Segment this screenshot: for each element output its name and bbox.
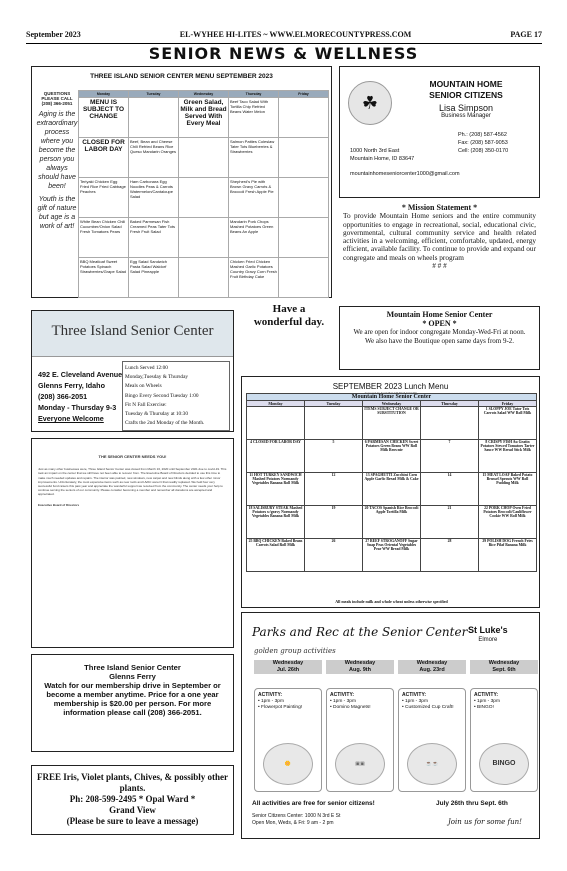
activity-card	[398, 688, 466, 792]
lunch-cell: 15 MEAT LOAF Baked Potato Brussel Sprouts WW Roll Pudding Milk	[479, 473, 537, 506]
activity-card	[326, 688, 394, 792]
tisc-banner: Three Island Senior Center	[32, 311, 233, 357]
day-name: Wednesday	[416, 660, 448, 666]
mission-end: # # #	[432, 261, 447, 271]
tisc-hours: Monday - Thursday 9-3	[38, 403, 117, 412]
menu-cell: BBQ Meatloaf Sweet Potatoes Spinach Strawberries/Grape Salad	[79, 258, 129, 298]
lunch-cell	[421, 407, 479, 440]
three-island-info	[31, 310, 234, 432]
activity-name: • BINGO!	[474, 705, 494, 710]
mh-title-1: MOUNTAIN HOME	[429, 79, 503, 89]
menu-cell	[179, 258, 229, 298]
activity-label: ACTIVITY:	[258, 692, 283, 698]
lunch-cell: 8 CRISPY FISH Au Gratin Potatoes Stewed Tomatoes Tarter Sauce WW Bread Stick Milk	[479, 440, 537, 473]
activity-label: ACTIVITY:	[474, 692, 499, 698]
seniors-logo-icon: ☘	[348, 81, 392, 125]
menu-cell: White Bean Chicken Chili Cucumber/Onion Salad Fresh Tomatoes Pears	[79, 218, 129, 258]
mountain-home-card	[339, 66, 540, 198]
lunch-calendar	[246, 393, 537, 572]
menu-cell	[279, 178, 329, 218]
menu-cell	[279, 258, 329, 298]
activity-label: ACTIVITY:	[330, 692, 355, 698]
menu-cell: MENU IS SUBJECT TO CHANGE	[79, 98, 129, 138]
header-page: PAGE 17	[510, 30, 542, 39]
lunch-day: Friday	[479, 401, 537, 407]
mh-fax: Fax: (208) 587-9053	[458, 140, 508, 146]
iris-line-3: Grand View	[109, 805, 156, 815]
parks-address	[252, 813, 340, 827]
tisc-contact	[38, 369, 122, 424]
menu-cell	[179, 218, 229, 258]
lunch-menu	[241, 376, 540, 608]
st-lukes-name: St Luke's	[468, 625, 508, 635]
activities-date-range: July 26th thru Sept. 6th	[436, 800, 508, 807]
lunch-day: Tuesday	[305, 401, 363, 407]
letter-title: THE SENIOR CENTER NEEDS YOU!	[98, 454, 167, 459]
lunch-cell: 26	[305, 539, 363, 572]
mh-address-1: 1000 North 3rd East	[350, 148, 400, 154]
mh-contact-role: Business Manager	[441, 113, 491, 119]
activity-time: • 1pm - 3pm	[330, 699, 356, 704]
membership-line-1: Three Island Senior Center	[84, 663, 181, 672]
membership-notice	[31, 654, 234, 752]
menu-cell	[279, 218, 329, 258]
day-date: Aug. 9th	[349, 666, 371, 673]
activity-name: • Domino Magnets!	[330, 705, 371, 710]
lunch-cell: ITEMS SUBJECT CHANGE OR SUBSTITUTION	[363, 407, 421, 440]
menu-cell: Chicken Fried Chicken Mashed Garlic Potatoes Country Gravy Corn Fresh Fruit Birthday Cake	[229, 258, 279, 298]
day-header: Monday	[79, 91, 129, 98]
page-header	[26, 30, 542, 44]
mission-statement	[339, 200, 540, 300]
day-name: Wednesday	[488, 660, 520, 666]
day-header: Tuesday	[129, 91, 179, 98]
center-needs-letter	[31, 438, 234, 648]
membership-body: Watch for our membership drive in September or become a member anytime. Price for a one year membership is $20.00 per person. For more information please call (208) 366-2051.	[44, 681, 221, 717]
menu-quote-1: Aging is the extraordinary process where you become the person you always should have been!	[36, 111, 78, 190]
activity-day	[470, 660, 538, 674]
st-lukes-location: Elmore	[478, 637, 498, 643]
tisc-city: Glenns Ferry, Idaho	[38, 381, 105, 390]
menu-cell: Egg Salad Sandwich Pasta Salad Waldorf Salad Pineapple	[129, 258, 179, 298]
menu-cell: Beef Taco Salad With Tortilla Chip Refried Beans Water Melon	[229, 98, 279, 138]
open-line-2: We also have the Boutique open same days from 9-2.	[364, 336, 515, 345]
parks-address-line: Senior Citizens Center: 1000 N 3rd E St	[252, 813, 341, 819]
lunch-cell: 5	[305, 440, 363, 473]
open-title: Mountain Home Senior Center	[386, 310, 493, 319]
lunch-cell: 20 TACOS Spanish Rice Broccoli Apple Tortilla Milk	[363, 506, 421, 539]
lunch-cell: 4 CLOSED FOR LABOR DAY	[247, 440, 305, 473]
tisc-schedule-line: Monday,Tuesday & Thursday	[125, 374, 189, 381]
lunch-cell: 25 BBQ CHICKEN Baked Beans Carrots Salad Roll Milk	[247, 539, 305, 572]
lunch-footnote: All meals include milk and whole wheat unless otherwise specified	[335, 599, 448, 604]
tisc-welcome: Everyone Welcome	[38, 414, 104, 423]
tisc-schedule-line: Fit N Fall Exercise:	[125, 401, 167, 408]
tisc-schedule-line: Bingo Every Second Tuesday 1:00	[125, 392, 199, 399]
day-header: Friday	[279, 91, 329, 98]
menu-sidebar	[36, 91, 78, 231]
header-site: EL-WYHEE HI-LITES ~ WWW.ELMORECOUNTYPRESS.COM	[179, 30, 412, 39]
lunch-center-name: Mountain Home Senior Center	[247, 394, 537, 401]
join-us-text: Join us for some fun!	[448, 818, 522, 826]
mh-phone: Ph.: (208) 587-4562	[458, 132, 507, 138]
iris-line-2: Ph: 208-599-2495 * Opal Ward *	[69, 794, 196, 804]
wonderful-day-text: Have a wonderful day.	[253, 303, 325, 328]
lunch-cell	[247, 407, 305, 440]
lunch-day: Thursday	[421, 401, 479, 407]
menu-cell: Ham Carbonara Egg Noodles Peas & Carrots Watermelon/Cantaloupe Salad	[129, 178, 179, 218]
tisc-schedule-line: Meals on Wheels	[125, 383, 162, 390]
day-name: Wednesday	[344, 660, 376, 666]
parks-rec-flyer	[241, 612, 540, 839]
iris-line-4: (Please be sure to leave a message)	[66, 816, 199, 826]
menu-cell: Teriyaki Chicken Egg Fried Rice Fried Cabbage Peaches	[79, 178, 129, 218]
parks-subtitle: golden group activities	[254, 647, 336, 655]
page-title: SENIOR NEWS & WELLNESS	[148, 44, 419, 63]
menu-cell: CLOSED FOR LABOR DAY	[79, 138, 129, 178]
activity-time: • 1pm - 3pm	[402, 699, 428, 704]
bingo-ball-icon: BINGO	[479, 743, 529, 785]
cups-icon: ☕☕	[407, 743, 457, 785]
mission-body: To provide Mountain Home seniors and the entire community opportunities to engage in recreational, social, educational civic, governmental, cultural community service and health related activities in a welcoming, efficient, comfortable, updated, energy efficient, available facility. To continue to provide and expand our congregate and meals on wheels program	[343, 211, 536, 262]
three-island-menu	[31, 66, 332, 298]
lunch-cell: 13 SPAGHETTI Zucchini Corn Apple Garlic Bread Milk & Cake	[363, 473, 421, 506]
lunch-cell: 14	[421, 473, 479, 506]
st-lukes-logo	[468, 625, 508, 645]
header-date: September 2023	[26, 30, 81, 39]
activity-day	[254, 660, 322, 674]
activity-label: ACTIVITY:	[402, 692, 427, 698]
mh-contact-name: Lisa Simpson	[438, 103, 494, 113]
mh-cell: Cell: (208) 350-0170	[458, 148, 509, 154]
mh-title-2: SENIOR CITIZENS	[429, 90, 503, 100]
menu-calendar	[78, 90, 329, 298]
mission-title: * Mission Statement *	[401, 203, 478, 212]
iris-line-1: FREE Iris, Violet plants, Chives, & possibly other plants.	[36, 772, 229, 793]
activity-card	[254, 688, 322, 792]
menu-cell: Mandarin Pork Chops Mashed Potatoes Green Beans An Apple	[229, 218, 279, 258]
menu-quote-2: Youth is the gift of nature but age is a work of art!	[37, 196, 77, 230]
day-date: Jul. 26th	[276, 666, 300, 673]
tisc-schedule	[122, 361, 230, 431]
tisc-schedule-line: Tuesday & Thursday at 10:30	[125, 411, 188, 418]
free-activities-text: All activities are free for senior citizens!	[252, 800, 375, 807]
tisc-schedule-line: Crafts the 2nd Monday of the Month.	[125, 420, 205, 427]
activity-time: • 1pm - 3pm	[258, 699, 284, 704]
lunch-cell: 6 PARMESAN CHICKEN Sweet Potatoes Green Beans WW Roll Milk Brownie	[363, 440, 421, 473]
membership-line-2: Glenns Ferry	[109, 672, 156, 681]
day-name: Wednesday	[272, 660, 304, 666]
day-date: Aug. 23rd	[419, 666, 445, 673]
lunch-title: SEPTEMBER 2023 Lunch Menu	[332, 382, 449, 391]
lunch-cell: 27 BEEF STROGANOFF Sugar Snap Peas Oriental Vegetables Pear WW Bread Milk	[363, 539, 421, 572]
flowerpot-icon: 🌼	[263, 743, 313, 785]
lunch-cell: 7	[421, 440, 479, 473]
tisc-address: 492 E. Cleveland Avenue	[38, 370, 123, 379]
day-date: Sept. 6th	[492, 666, 516, 673]
menu-cell	[279, 98, 329, 138]
lunch-day: Monday	[247, 401, 305, 407]
activity-card	[470, 688, 538, 792]
open-label: * OPEN *	[422, 318, 457, 328]
menu-cell	[129, 98, 179, 138]
menu-cell: Beef, Bean and Cheese Chili Refried Beans Rice Queso Mandarin Oranges	[129, 138, 179, 178]
menu-cell	[179, 138, 229, 178]
parks-hours-line: Open Mon, Weds, & Fri: 9 am - 2 pm	[252, 820, 334, 826]
lunch-cell: 21	[421, 506, 479, 539]
activity-day	[398, 660, 466, 674]
lunch-day: Wednesday	[363, 401, 421, 407]
menu-cell	[179, 178, 229, 218]
lunch-cell: 18 SALISBURY STEAK Mashed Potatoes w/gravy Normandy Vegetables Banana Roll Milk	[247, 506, 305, 539]
lunch-cell: 22 PORK CHOP Oven Fried Potatoes Broccoli/Cauliflower Cookie WW Roll Milk	[479, 506, 537, 539]
menu-cell: Baked Parmesan Fish Creamed Peas Tater Tots Fresh Fruit Salad	[129, 218, 179, 258]
activity-day	[326, 660, 394, 674]
lunch-cell: 1 SLOPPY JOE Tator Tots Carrots Salad WW Roll Milk	[479, 407, 537, 440]
day-header: Wednesday	[179, 91, 229, 98]
dominoes-icon: ▣▣	[335, 743, 385, 785]
mh-address-2: Mountain Home, ID 83647	[350, 156, 415, 162]
tisc-schedule-line: Lunch Served 12:00	[125, 365, 168, 371]
day-header: Thursday	[229, 91, 279, 98]
letter-body: Just as many other businesses were, Three Island Senior Center was closed from March 16, 2020 until September 2021 due to covid-19. This took an impact on the center that we still have not been able to recover from. The Executive Board of Directors decided to use this time to make much needed updates and repairs. The interior was painted, new windows, new carpet and new blinds along with a few other minor improvements. Unfortunately, the most expensive items such as new roofs and HVAC weren't that readily replaced. We held four very successful fund raisers this past year and appreciate the wonderful support we received from the community. The center needs your help to continue serving the seniors of our community. Please consider becoming a member and remember all donations are accepted and appreciated.	[38, 467, 227, 497]
parks-title: Parks and Rec at the Senior Center	[252, 625, 468, 639]
lunch-cell: 12	[305, 473, 363, 506]
menu-questions: QUESTIONS PLEASE CALL (208) 366-2051	[41, 91, 73, 106]
menu-cell	[279, 138, 329, 178]
open-line-1: We are open for indoor congregate Monday-Wed-Fri at noon.	[353, 328, 526, 336]
lunch-cell: 28	[421, 539, 479, 572]
menu-cell: Shepherd's Pie with Brown Gravy Carrots & Broccoli Fresh Apple Pie	[229, 178, 279, 218]
activity-name: • Customized Cup Craft!	[402, 705, 454, 710]
free-plants-notice	[31, 765, 234, 835]
lunch-cell	[305, 407, 363, 440]
menu-cell: Green Salad, Milk and Bread Served With Every Meal	[179, 98, 229, 138]
lunch-cell: 29 POLISH DOG French Fries Rice Pilaf Banana Milk	[479, 539, 537, 572]
lunch-cell: 11 HOT TURKEY SANDWICH Mashed Potatoes Normandy Vegetables Banana Roll Milk	[247, 473, 305, 506]
activity-time: • 1pm - 3pm	[474, 699, 500, 704]
menu-cell: Salmon Patties Coleslaw Tater Tots Blueberries & Strawberries	[229, 138, 279, 178]
letter-sign: Executive Board of Directors	[38, 502, 80, 507]
menu-heading: THREE ISLAND SENIOR CENTER MENU SEPTEMBER 2023	[90, 73, 273, 80]
tisc-phone: (208) 366-2051	[38, 392, 88, 401]
mh-email: mountainhomeseniorcenter1000@gmail.com	[350, 171, 460, 177]
activity-name: • Flowerpot Painting!	[258, 705, 303, 710]
lunch-cell: 19	[305, 506, 363, 539]
open-notice	[339, 306, 540, 370]
